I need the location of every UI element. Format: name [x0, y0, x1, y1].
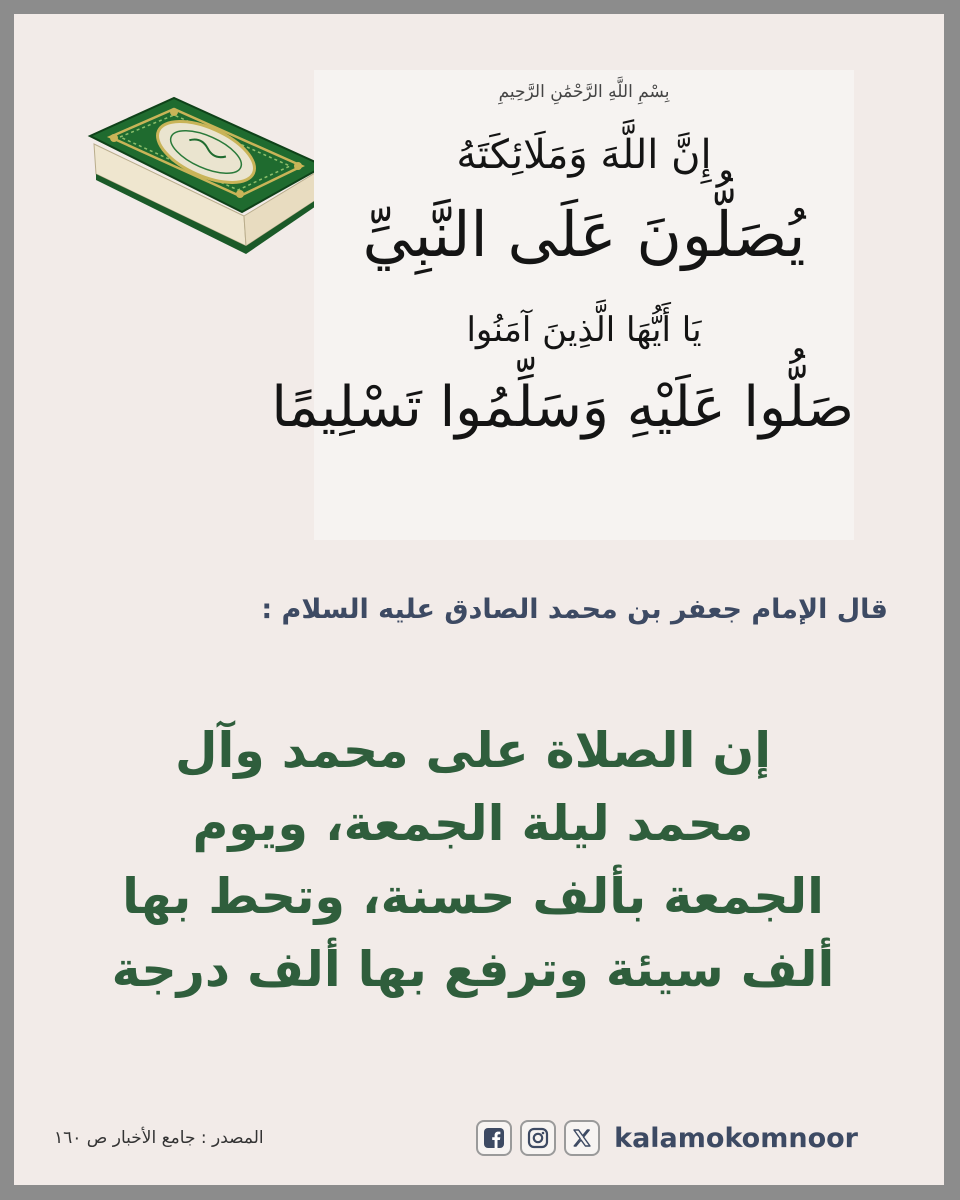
verse-line-3: يَا أَيُّهَا الَّذِينَ آمَنُوا [466, 310, 702, 350]
basmala: بِسْمِ اللَّهِ الرَّحْمَٰنِ الرَّحِيمِ [498, 82, 670, 102]
source-citation: المصدر : جامع الأخبار ص ١٦٠ [54, 1128, 264, 1148]
quran-verse [271, 70, 854, 540]
verse-line-1: إِنَّ اللَّهَ وَمَلَائِكَتَهُ [456, 132, 712, 178]
brand-bar [476, 1120, 858, 1156]
hadith-line-3: الجمعة بألف حسنة، وتحط بها [122, 868, 824, 925]
post-card [14, 14, 944, 1185]
hadith-attribution: قال الإمام جعفر بن محمد الصادق عليه السلام : [261, 594, 888, 625]
x-icon[interactable] [564, 1120, 600, 1156]
hadith-line-4: ألف سيئة وترفع بها ألف درجة [111, 941, 835, 998]
verse-line-4: صَلُّوا عَلَيْهِ وَسَلِّمُوا تَسْلِيمًا [271, 375, 854, 440]
footer [54, 1116, 858, 1160]
hadith-text [70, 714, 876, 1006]
verse-line-2: يُصَلُّونَ عَلَى النَّبِيِّ [362, 198, 806, 271]
hadith-line-1: إن الصلاة على محمد وآل [174, 722, 772, 779]
instagram-icon[interactable] [520, 1120, 556, 1156]
brand-handle[interactable]: kalamokomnoor [614, 1122, 858, 1154]
facebook-icon[interactable] [476, 1120, 512, 1156]
hadith-line-2: محمد ليلة الجمعة، ويوم [192, 795, 754, 852]
quran-book-icon [76, 96, 326, 266]
